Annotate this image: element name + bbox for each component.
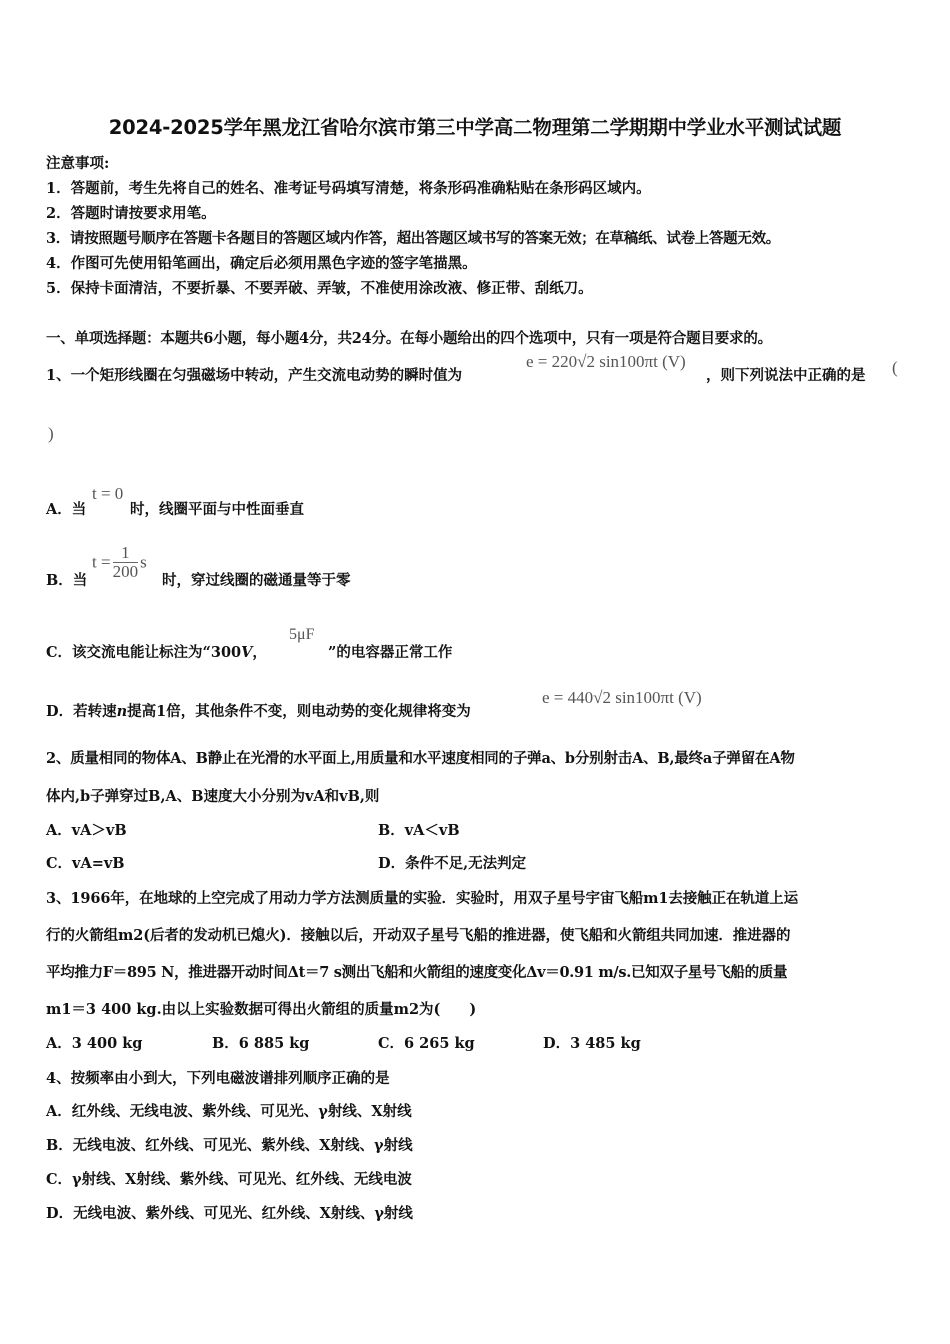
q1-option-a-label: A．当	[46, 501, 87, 518]
notice-item-5: 5．保持卡面清洁，不要折暴、不要弄破、弄皱，不准使用涂改液、修正带、刮纸刀。	[46, 280, 593, 297]
q3-option-b: B．6 885 kg	[212, 1035, 310, 1052]
q4-option-b: B．无线电波、红外线、可见光、紫外线、X射线、γ射线	[46, 1137, 413, 1154]
q1-option-a-formula: t = 0	[92, 484, 124, 503]
q1-option-d-formula: e = 440√2 sin100πt (V)	[542, 688, 702, 707]
q4-option-c: C．γ射线、X射线、紫外线、可见光、红外线、无线电波	[46, 1171, 412, 1188]
q1-option-a-text: 时，线圈平面与中性面垂直	[130, 501, 304, 518]
q4-stem: 4、按频率由小到大，下列电磁波谱排列顺序正确的是	[46, 1070, 390, 1087]
q3-option-d: D．3 485 kg	[543, 1035, 641, 1052]
q4-option-a: A．红外线、无线电波、紫外线、可见光、γ射线、X射线	[46, 1103, 412, 1120]
q1-option-b-numerator: 1	[113, 544, 139, 563]
q1-formula: e = 220√2 sin100πt (V)	[526, 352, 686, 371]
q4-option-d: D．无线电波、紫外线、可见光、红外线、X射线、γ射线	[46, 1205, 413, 1222]
q2-option-a: A．vA＞vB	[46, 822, 127, 839]
q3-option-a: A．3 400 kg	[46, 1035, 143, 1052]
q1-option-d-text2: 提高1倍，其他条件不变，则电动势的变化规律将变为	[127, 703, 471, 720]
q1-stem-after: ，则下列说法中正确的是	[706, 367, 866, 384]
q1-paren-close: )	[48, 424, 54, 443]
q3-option-c: C．6 265 kg	[378, 1035, 475, 1052]
notice-heading: 注意事项:	[46, 155, 110, 172]
q1-option-c-before: C．该交流电能让标注为“300	[46, 644, 242, 661]
q1-option-b-denominator: 200	[112, 562, 139, 581]
q2-line-2: 体内,b子弹穿过B,A、B速度大小分别为vA和vB,则	[46, 788, 380, 805]
q1-option-c-text	[46, 641, 267, 662]
q3-line-1: 3、1966年，在地球的上空完成了用动力学方法测质量的实验．实验时，用双子星号宇宙飞船m1去接触正在轨道上运	[46, 890, 798, 907]
page-title: 2024-2025学年黑龙江省哈尔滨市第三中学高二物理第二学期期中学业水平测试试题	[108, 116, 842, 139]
q1-paren-open: (	[892, 358, 898, 377]
notice-item-3: 3．请按照题号顺序在答题卡各题目的答题区域内作答，超出答题区域书写的答案无效；在草稿纸、试卷上答题无效。	[46, 230, 780, 247]
q1-option-b-text: 时，穿过线圈的磁通量等于零	[162, 572, 351, 589]
q1-stem-before: 1、一个矩形线圈在匀强磁场中转动，产生交流电动势的瞬时值为	[46, 367, 463, 384]
q1-option-b-unit: s	[140, 552, 147, 572]
q1-option-c-v: V	[241, 644, 253, 661]
q1-option-b-formula	[92, 544, 147, 581]
q3-line-2: 行的火箭组m2(后者的发动机已熄火)．接触以后，开动双子星号飞船的推进器，使飞船和火箭组共同加速．推进器的	[46, 927, 791, 944]
q1-option-b-t: t =	[92, 552, 111, 572]
q1-option-d-label: D．若转速	[46, 703, 117, 720]
q1-option-d-text	[46, 700, 471, 721]
q3-line-3: 平均推力F＝895 N，推进器开动时间Δt＝7 s测出飞船和火箭组的速度变化Δv＝0.91 m/s.已知双子星号飞船的质量	[46, 964, 788, 981]
q1-option-c-comma: ，	[252, 644, 267, 661]
q2-option-d: D．条件不足,无法判定	[378, 855, 527, 872]
q2-option-b: B．vA＜vB	[378, 822, 460, 839]
q1-option-d-n: n	[116, 703, 128, 720]
notice-item-1: 1．答题前，考生先将自己的姓名、准考证号码填写清楚，将条形码准确粘贴在条形码区域内。	[46, 180, 651, 197]
q3-line-4: m1＝3 400 kg.由以上实验数据可得出火箭组的质量m2为( )	[46, 1001, 477, 1018]
section-heading: 一、单项选择题：本题共6小题，每小题4分，共24分。在每小题给出的四个选项中，只有一项是符合题目要求的。	[46, 330, 772, 347]
q1-option-c-after: ”的电容器正常工作	[328, 644, 453, 661]
notice-item-2: 2．答题时请按要求用笔。	[46, 205, 216, 222]
q1-option-c-formula: 5μF	[289, 626, 315, 643]
q1-option-b-label: B．当	[46, 572, 88, 589]
q2-option-c: C．vA=vB	[46, 855, 125, 872]
q2-line-1: 2、质量相同的物体A、B静止在光滑的水平面上,用质量和水平速度相同的子弹a、b分别射击A、B,最终a子弹留在A物	[46, 750, 795, 767]
notice-item-4: 4．作图可先使用铅笔画出，确定后必须用黑色字迹的签字笔描黑。	[46, 255, 477, 272]
